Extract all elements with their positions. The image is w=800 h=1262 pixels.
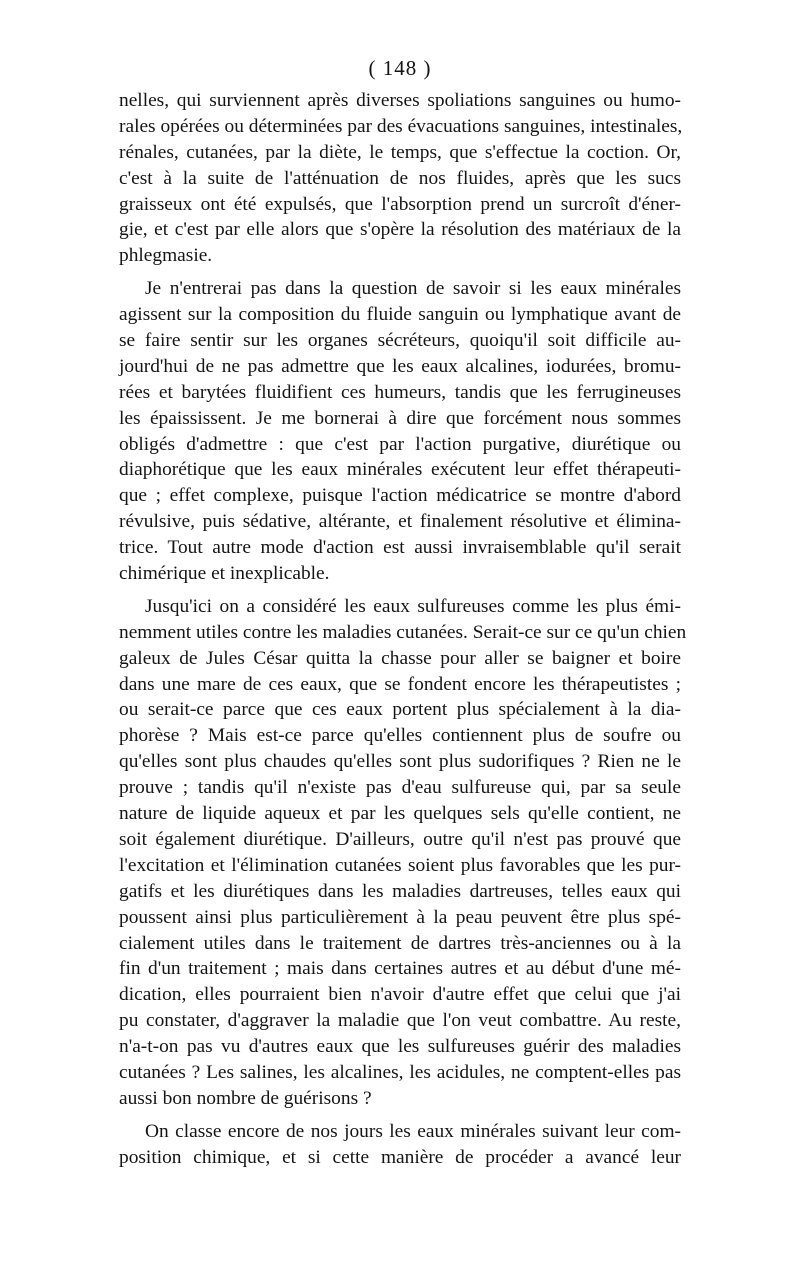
paragraph-gap — [119, 1112, 681, 1119]
text-line: l'excitation et l'élimination cutanées soient plus favorables que les pur- — [119, 854, 681, 876]
text-line: galeux de Jules César quitta la chasse pour aller se baigner et boire — [119, 647, 681, 669]
text-line: nature de liquide aqueux et par les quelques sels qu'elle contient, ne — [119, 803, 681, 825]
text-line: cialement utiles dans le traitement de dartres très-anciennes ou à la — [119, 932, 681, 954]
text-line: graisseux ont été expulsés, que l'absorption prend un surcroît d'éner- — [119, 193, 681, 215]
page-number: ( 148 ) — [368, 56, 432, 80]
text-line: chimérique et inexplicable. — [119, 563, 330, 585]
text-line: pu constater, d'aggraver la maladie que l'on veut combattre. Au reste, — [119, 1010, 681, 1032]
text-line: se faire sentir sur les organes sécréteurs, quoiqu'il soit difficile au- — [119, 330, 681, 352]
text-line: soit également diurétique. D'ailleurs, outre qu'il n'est pas prouvé que — [119, 828, 681, 850]
paragraph — [119, 88, 681, 269]
paragraph — [119, 1119, 681, 1171]
text-line: révulsive, puis sédative, altérante, et finalement résolutive et élimina- — [119, 511, 681, 533]
paragraph — [119, 276, 681, 587]
text-line: les épaississent. Je me bornerai à dire que forcément nous sommes — [119, 407, 681, 429]
text-line: diaphorétique que les eaux minérales exécutent leur effet thérapeuti- — [119, 459, 681, 481]
text-line: Je n'entrerai pas dans la question de savoir si les eaux minérales — [145, 278, 681, 300]
text-line: trice. Tout autre mode d'action est aussi invraisemblable qu'il serait — [119, 537, 681, 559]
text-line: nelles, qui surviennent après diverses spoliations sanguines ou humo- — [119, 90, 681, 111]
text-line: rales opérées ou déterminées par des évacuations sanguines, intestinales, — [119, 115, 683, 137]
text-line: cutanées ? Les salines, les alcalines, les acidules, ne comptent-elles pas — [119, 1061, 681, 1083]
text-line: position chimique, et si cette manière de procéder a avancé leur — [119, 1146, 681, 1168]
text-line: c'est à la suite de l'atténuation de nos fluides, après que les sucs — [119, 167, 681, 189]
text-line: fin d'un traitement ; mais dans certaines autres et au début d'une mé- — [119, 958, 681, 980]
body-text — [119, 88, 687, 1171]
text-line: rénales, cutanées, par la diète, le temps, que s'effectue la coction. Or, — [119, 141, 681, 163]
paragraph-gap — [119, 587, 681, 594]
text-line: On classe encore de nos jours les eaux minérales suivant leur com- — [145, 1120, 681, 1142]
text-line: phlegmasie. — [119, 245, 213, 267]
text-line: dans une mare de ces eaux, que se fondent encore les thérapeutistes ; — [119, 673, 681, 695]
text-line: que ; effet complexe, puisque l'action médicatrice se montre d'abord — [119, 485, 681, 507]
paragraph-gap — [119, 269, 681, 276]
text-line: Jusqu'ici on a considéré les eaux sulfureuses comme les plus émi- — [145, 595, 681, 617]
text-line: ou serait-ce parce que ces eaux portent plus spécialement à la dia- — [119, 699, 681, 721]
text-line: dication, elles pourraient bien n'avoir d'autre effet que celui que j'ai — [119, 984, 681, 1006]
text-line: qu'elles sont plus chaudes qu'elles sont plus sudorifiques ? Rien ne le — [119, 751, 681, 773]
text-line: phorèse ? Mais est-ce parce qu'elles contiennent plus de soufre ou — [119, 725, 681, 747]
text-line: prouve ; tandis qu'il n'existe pas d'eau sulfureuse qui, par sa seule — [119, 777, 681, 799]
text-line: poussent ainsi plus particulièrement à la peau peuvent être plus spé- — [119, 906, 681, 928]
text-line: jourd'hui de ne pas admettre que les eaux alcalines, iodurées, bromu- — [119, 355, 681, 377]
paragraph — [119, 594, 687, 1112]
text-line: obligés d'admettre : que c'est par l'action purgative, diurétique ou — [119, 433, 681, 455]
text-line: nemment utiles contre les maladies cutanées. Serait-ce sur ce qu'un chien — [119, 621, 687, 643]
text-line: aussi bon nombre de guérisons ? — [119, 1087, 372, 1109]
text-line: rées et barytées fluidifient ces humeurs, tandis que les ferrugineuses — [119, 381, 681, 403]
text-line: gie, et c'est par elle alors que s'opère la résolution des matériaux de la — [119, 219, 681, 241]
text-line: agissent sur la composition du fluide sanguin ou lymphatique avant de — [119, 304, 681, 326]
text-line: gatifs et les diurétiques dans les maladies dartreuses, telles eaux qui — [119, 880, 681, 902]
text-line: n'a-t-on pas vu d'autres eaux que les sulfureuses guérir des maladies — [119, 1036, 681, 1058]
